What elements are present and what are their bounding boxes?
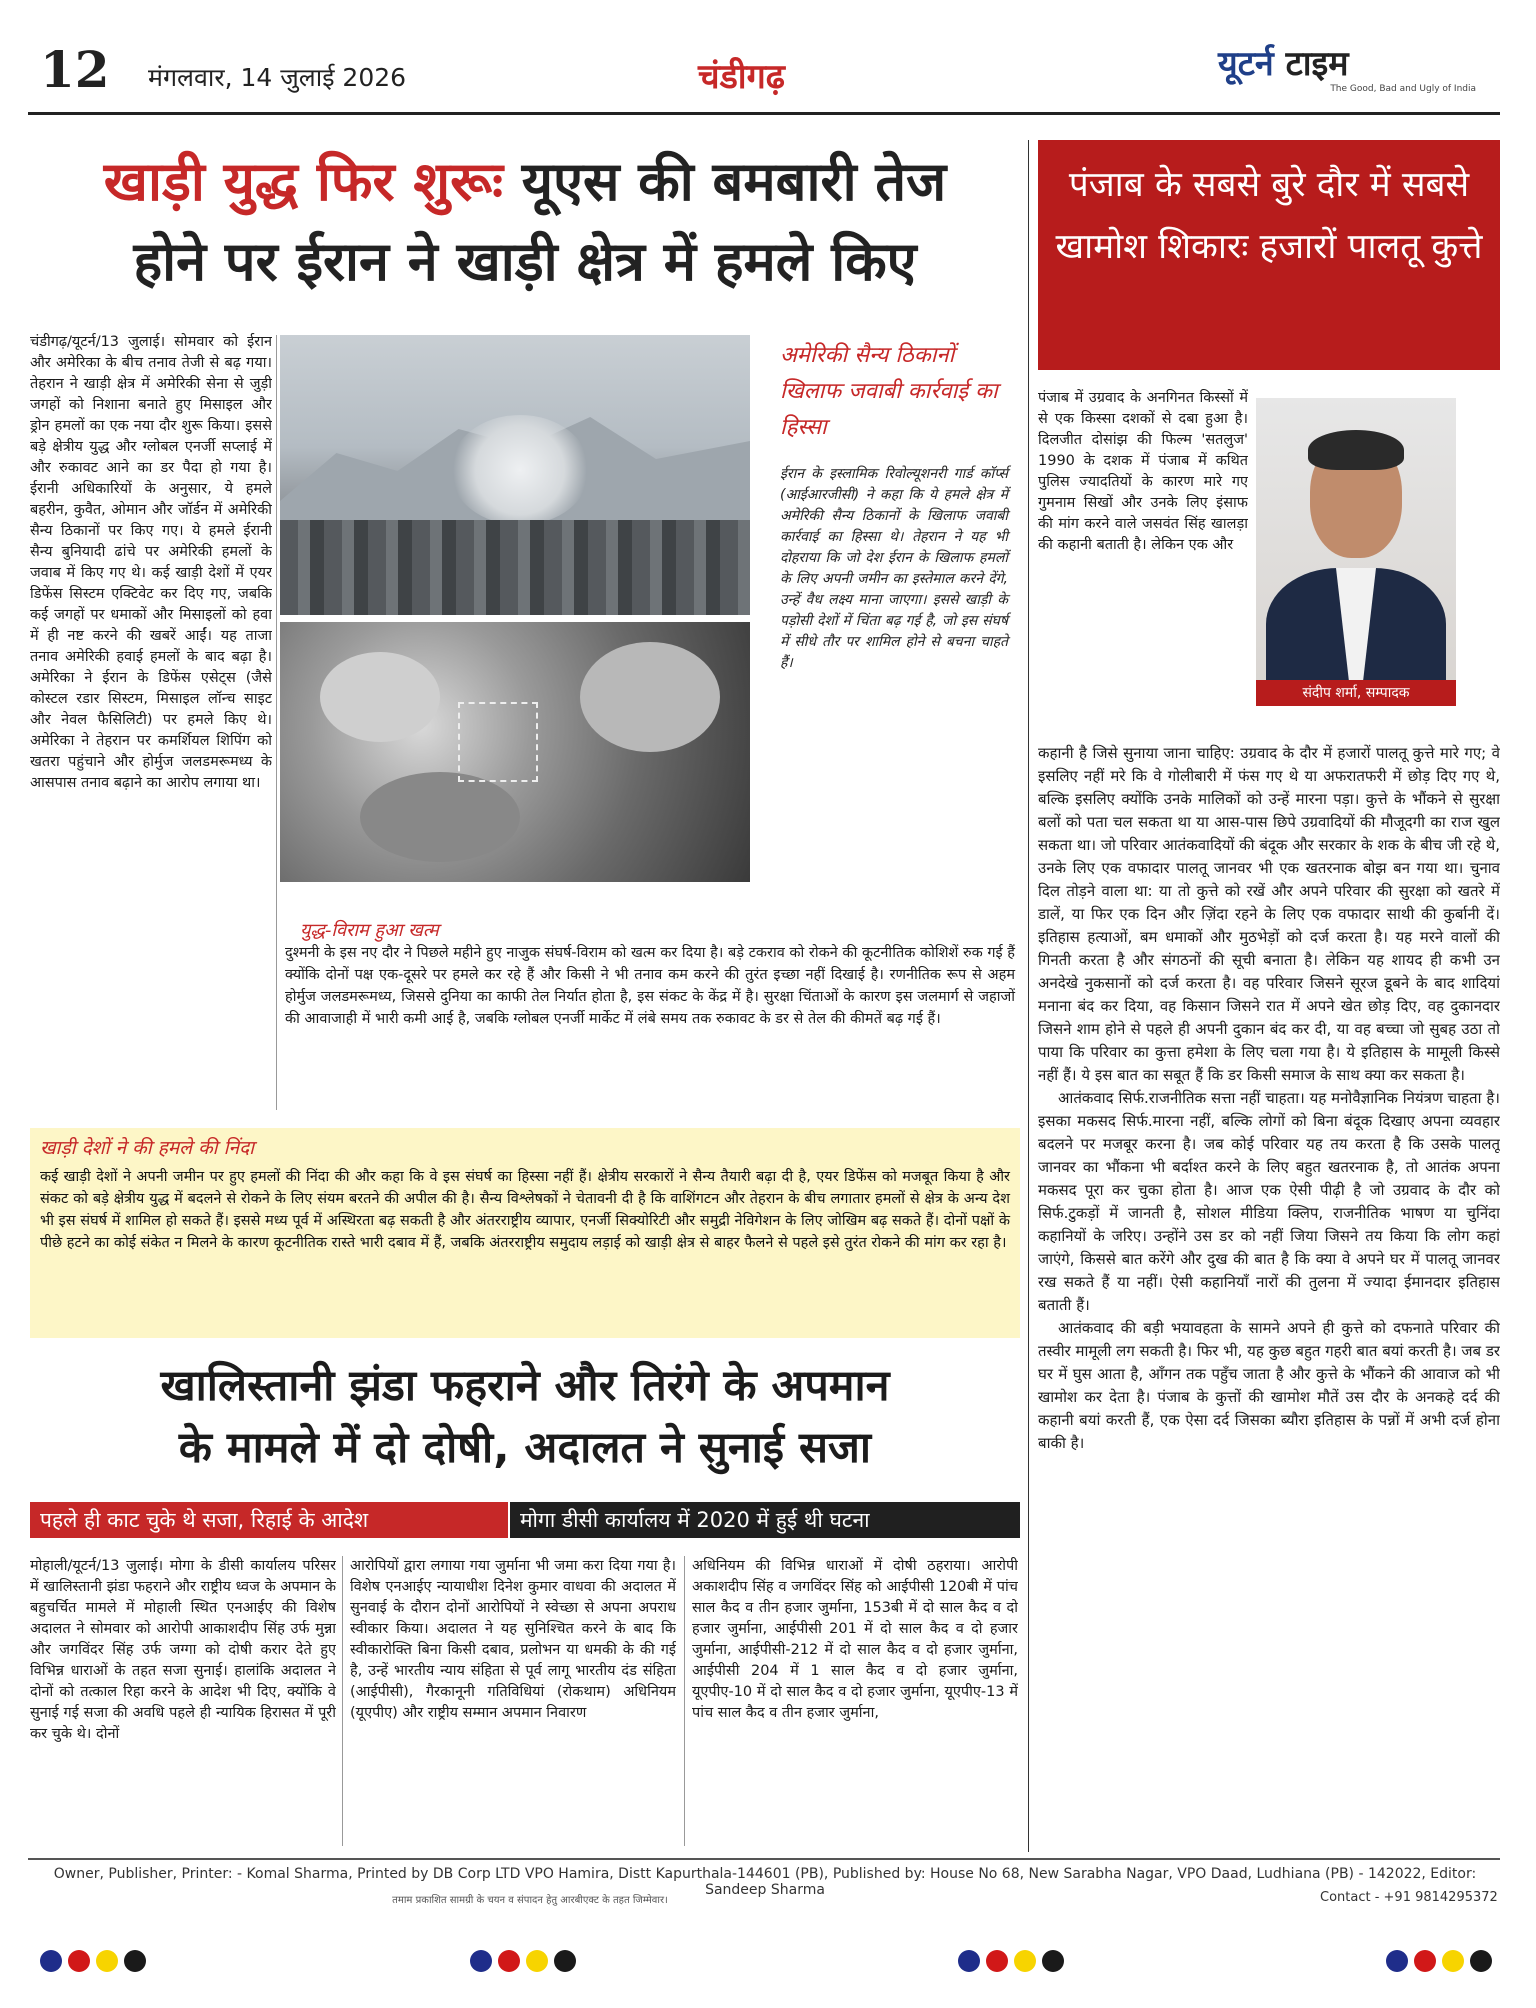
- footer-rule: [28, 1858, 1500, 1860]
- cloud-blob: [580, 642, 720, 752]
- editorial-headline-box: पंजाब के सबसे बुरे दौर में सबसे खामोश शिकारः हजारों पालतू कुत्ते: [1038, 140, 1500, 370]
- color-dot-icon: [1386, 1950, 1408, 1972]
- gulf-box-body: कई खाड़ी देशों ने अपनी जमीन पर हुए हमलों की निंदा की और कहा कि वे इस संघर्ष का हिस्सा नहीं हैं। क्षेत्रीय सरकारों ने सैन्य तैयारी बढ़ा दी है, एयर डिफेंस को मजबूत किया है और संकट को बड़े क्षेत्रीय युद्ध में बदलने से रोकने के लिए संयम बरतने की अपील की है। सैन्य विश्लेषकों ने चेतावनी दी है कि वाशिंगटन और तेहरान के बीच लगातार हमलों से क्षेत्र के अन्य देश भी इस संघर्ष में शामिल हो सकते हैं। इससे मध्य पूर्व में अस्थिरता बढ़ सकती है और अंतरराष्ट्रीय व्यापार, एनर्जी सिक्योरिटी और समुद्री नेविगेशन के लिए जोखिम बढ़ सकते हैं। दोनों पक्षों के पीछे हटने का कोई संकेत न मिलने के कारण कूटनीतिक रास्ते भारी दबाव में हैं, जबकि अंतरराष्ट्रीय समुदाय लड़ाई को खाड़ी क्षेत्र से बाहर फैलने से पहले इसे तुरंत रोकने की मांग कर रहा है।: [40, 1169, 1010, 1251]
- cloud-blob: [320, 652, 440, 742]
- lead-headline: [30, 142, 1020, 302]
- right-column-divider: [1028, 140, 1029, 1852]
- editorial-intro: पंजाब में उग्रवाद के अनगिनत किस्सों में से एक किस्सा दशकों से दबा हुआ है। दिलजीत दोसांझ की फिल्म 'सतलुज' 1990 के दशक में पंजाब में कथित पुलिस ज्यादतियों के कारण मारे गए गुमनाम सिखों और उनके लिए इंसाफ की मांग करने वाले जसवंत सिंह खालड़ा की कहानी बताती है। लेकिन एक और: [1038, 390, 1248, 553]
- color-dot-icon: [554, 1950, 576, 1972]
- gulf-condemnation-box: [30, 1128, 1020, 1338]
- editorial-paragraph: आतंकवाद सिर्फ.राजनीतिक सत्ता नहीं चाहता। यह मनोवैज्ञानिक नियंत्रण चाहता है। इसका मकसद सिर्फ.मारना नहीं, बल्कि लोगों को बिना बंदूक दिखाए अपना व्यवहार बदलने पर मजबूर करना है। जब कोई परिवार यह तय करता है कि उसके पालतू जानवर का भौंकना भी बर्दाश्त करने के लिए बहुत खतरनाक है, तो आतंक अपना मकसद पूरा कर चुका होता है। आज एक ऐसी पीढ़ी है जो उग्रवाद के दौर को सिर्फ.टुकड़ों में जानती है, सोशल मीडिया क्लिप, राजनीतिक भाषण या चुनिंदा कहानियों के जरिए। उन्होंने उस डर को नहीं जिया जिसने तय किया कि लोग कहां जाएंगे, किससे बात करेंगे और दुख की बात है कि क्या वे अपने घर में पालतू जानवर रख सकते हैं या नहीं। ऐसी कहानियाँ नारों की तुलना में ज्यादा ईमानदार इतिहास बताती हैं।: [1038, 1089, 1500, 1314]
- page-number: 12: [40, 40, 110, 99]
- second-headline: [30, 1355, 1020, 1479]
- newspaper-logo: [1218, 44, 1486, 102]
- photo-caption-body: ईरान के इस्लामिक रिवोल्यूशनरी गार्ड कॉर्प्स (आईआरजीसी) ने कहा कि ये हमले क्षेत्र में अमेरिकी सैन्य ठिकानों के खिलाफ जवाबी कार्रवाई का हिस्सा थे। तेहरान ने यह भी दोहराया कि जो देश ईरान के खिलाफ हमलों के लिए अपनी जमीन का इस्तेमाल करने देंगे, उन्हें वैध लक्ष्य माना जाएगा। इससे खाड़ी के पड़ोसी देशों में चिंता बढ़ गई है, जो इस संघर्ष में सीधे तौर पर शामिल होने से बचना चाहते हैं।: [780, 466, 1008, 671]
- column-divider: [276, 335, 277, 1110]
- color-dot-icon: [1414, 1950, 1436, 1972]
- lead-headline-highlight: खाड़ी युद्ध फिर शुरूः: [103, 150, 503, 213]
- editorial-body: [1038, 742, 1500, 1852]
- color-dot-icon: [1042, 1950, 1064, 1972]
- logo-word-2: टाइम: [1285, 44, 1349, 84]
- editor-photo: [1256, 398, 1456, 702]
- color-dot-icon: [470, 1950, 492, 1972]
- color-dot-icon: [68, 1950, 90, 1972]
- edition-city: चंडीगढ़: [698, 57, 785, 97]
- gulf-box-heading: खाड़ी देशों ने की हमले की निंदा: [40, 1137, 255, 1159]
- footer-disclaimer: तमाम प्रकाशित सामग्री के चयन व संपादन हेतु आरबीएक्ट के तहत जिम्मेवार।: [392, 1895, 668, 1906]
- smoke-plume: [450, 415, 590, 525]
- subhead-band-red: पहले ही काट चुके थे सजा, रिहाई के आदेश: [30, 1502, 508, 1538]
- color-dot-icon: [958, 1950, 980, 1972]
- color-dot-icon: [96, 1950, 118, 1972]
- registration-marks: [958, 1950, 1064, 1972]
- registration-marks: [1386, 1950, 1492, 1972]
- second-column-2: आरोपियों द्वारा लगाया गया जुर्माना भी जमा करा दिया गया है। विशेष एनआईए न्यायाधीश दिनेश कुमार वाधवा की अदालत में सुनवाई के दौरान दोनों आरोपियों ने स्वेच्छा से अपना अपराध स्वीकार किया। अदालत ने यह सुनिश्चित करने के बाद कि स्वीकारोक्ति बिना किसी दबाव, प्रलोभन या धमकी के की गई है, उन्हें भारतीय न्याय संहिता से पूर्व लागू भारतीय दंड संहिता (आईपीसी), गैरकानूनी गतिविधियां (रोकथाम) अधिनियम (यूएपीए) और राष्ट्रीय सम्मान अपमान निवारण: [350, 1558, 676, 1721]
- editor-photo-caption: संदीप शर्मा, सम्पादक: [1256, 680, 1456, 706]
- lead-column-1: चंडीगढ़/यूटर्न/13 जुलाई। सोमवार को ईरान और अमेरिका के बीच तनाव तेजी से बढ़ गया। तेहरान ने खाड़ी क्षेत्र में अमेरिकी सेना से जुड़ी जगहों को निशाना बनाते हुए मिसाइल और ड्रोन हमलों का एक नया दौर शुरू किया। इससे बड़े क्षेत्रीय युद्ध और ग्लोबल एनर्जी सप्लाई में और रुकावट आने का डर पैदा हो गया है। ईरानी अधिकारियों के अनुसार, ये हमले बहरीन, कुवैत, ओमान और जॉर्डन में अमेरिकी सैन्य ठिकानों पर किए गए। ये हमले ईरानी सैन्य बुनियादी ढांचे पर अमेरिकी हमलों के जवाब में किए गए थे। कई खाड़ी देशों में एयर डिफेंस सिस्टम एक्टिवेट कर दिए गए, जबकि कई जगहों पर धमाकों और मिसाइलों को हवा में ही नष्ट करने की खबरें आईं। यह ताजा तनाव अमेरिकी हवाई हमलों के बाद बढ़ा है। अमेरिका ने ईरान के डिफेंस एसेट्स (जैसे कोस्टल रडार सिस्टम, मिसाइल लॉन्च साइट और नेवल फैसिलिटी) पर हमले किए थे। अमेरिका ने तेहरान पर कमर्शियल शिपिंग को खतरा पहुंचाने और होर्मुज जलडमरूमध्य के आसपास तनाव बढ़ाने का आरोप लगाया था।: [30, 334, 272, 791]
- registration-marks: [40, 1950, 146, 1972]
- logo-tagline: The Good, Bad and Ugly of India: [1330, 84, 1476, 94]
- footer-imprint: Owner, Publisher, Printer: - Komal Sharma, Printed by DB Corp LTD VPO Hamira, Distt Kapurthala-144601 (PB), Published by: House No 68, New Sarabha Nagar, VPO Daad, Ludhiana (PB) - 142022, Editor: Sandeep Sharma: [53, 1866, 1477, 1898]
- editorial-paragraph: कहानी है जिसे सुनाया जाना चाहिए: उग्रवाद के दौर में हजारों पालतू कुत्ते मारे गए; वे इसलिए नहीं मरे कि वे गोलीबारी में फंस गए थे या अफरातफरी में छोड़ दिए गए थे, बल्कि इसलिए क्योंकि उनके मालिकों को उन्हें मारना पड़ा। कुत्ते के भौंकने से सुरक्षा बलों को पता चल सकता था या आस-पास छिपे उग्रवादियों की मौजूदगी का राज खुल सकता था। जो परिवार आतंकवादियों की बंदूक और सरकार के शक के बीच जी रहे थे, उनके लिए एक वफादार पालतू जानवर भी एक खतरनाक बोझ बन गया था। चुनाव दिल तोड़ने वाला था: या तो कुत्ते को रखें और अपने परिवार की सुरक्षा को खतरे में डालें, या फिर एक दिन और ज़िंदा रहने के लिए एक वफादार साथी की कुर्बानी दें। इतिहास हत्याओं, बम धमाकों और मुठभेड़ों को दर्ज करता है। यह मरने वालों की गिनती करता है और संगठनों की सूची बनाता है। लेकिन यह शायद ही कभी उन अनदेखे नुकसानों को दर्ज करता है। वह परिवार जिसने सूरज डूबने के बाद शादियां मनाना बंद कर दिया, वह किसान जिसने रात में अपने खेत छोड़ दिए, वह दुकानदार जिसने शाम होने से पहले ही अपनी दुकान बंद कर दी, या वह बच्चा जो सुबह उठा तो पाया कि परिवार का कुत्ता हमेशा के लिए चला गया है। ये इतिहास के मामूली किस्से नहीं हैं। ये इस बात का सबूत हैं कि डर किसी समाज के साथ क्या कर सकता है।: [1038, 744, 1500, 1084]
- column-divider: [684, 1556, 685, 1846]
- lead-photo-skyline: [280, 335, 750, 615]
- color-dot-icon: [498, 1950, 520, 1972]
- color-dot-icon: [1470, 1950, 1492, 1972]
- city-buildings: [280, 520, 750, 615]
- registration-marks: [470, 1950, 576, 1972]
- footer-contact: Contact - +91 9814295372: [1320, 1890, 1498, 1905]
- color-dot-icon: [1014, 1950, 1036, 1972]
- hair-shape: [1308, 430, 1404, 470]
- lead-headline-line2: होने पर ईरान ने खाड़ी क्षेत्र में हमले किए: [133, 230, 917, 293]
- photo-caption-title: अमेरिकी सैन्य ठिकानों खिलाफ जवाबी कार्रवाई का हिस्सा: [780, 343, 998, 440]
- ceasefire-body: दुश्मनी के इस नए दौर ने पिछले महीने हुए नाजुक संघर्ष-विराम को खत्म कर दिया है। बड़े टकराव को रोकने की कूटनीतिक कोशिशें रुक गई हैं क्योंकि दोनों पक्ष एक-दूसरे पर हमले कर रहे हैं और किसी ने भी तनाव कम करने की तुरंत इच्छा नहीं दिखाई है। रणनीतिक रूप से अहम होर्मुज जलडमरूमध्य, जिससे दुनिया का काफी तेल निर्यात होता है, इस संकट के केंद्र में है। सुरक्षा चिंताओं के कारण इस जलमार्ग से जहाजों की आवाजाही में भारी कमी आई है, जबकि ग्लोबल एनर्जी मार्केट में लंबे समय तक रुकावट के डर से तेल की कीमतें बढ़ गई हैं।: [285, 945, 1015, 1027]
- color-dot-icon: [986, 1950, 1008, 1972]
- cloud-blob: [360, 772, 520, 862]
- editorial-paragraph: आतंकवाद की बड़ी भयावहता के सामने अपने ही कुत्ते को दफनाते परिवार की तस्वीर मामूली लग सकती है। फिर भी, यह कुछ बहुत गहरी बात बयां करती है। जब डर घर में घुस आता है, आँगन तक पहुँच जाता है और कुत्ते के भौंकने की आवाज को भी खामोश कर देता है। पंजाब के कुत्तों की खामोश मौतें उस दौर के अनकहे दर्द की कहानी बयां करती हैं, एक ऐसा दर्द जिसका ब्यौरा इतिहास के पन्नों में अभी दर्ज होना बाकी है।: [1038, 1319, 1500, 1452]
- second-column-3: अधिनियम की विभिन्न धाराओं में दोषी ठहराया। आरोपी अकाशदीप सिंह व जगविंदर सिंह को आईपीसी 120बी में पांच साल कैद व तीन हजार जुर्माना, 153बी में दो साल कैद व दो हजार जुर्माना, आईपीसी 201 में दो साल कैद व दो हजार जुर्माना, आईपीसी-212 में दो साल कैद व दो हजार जुर्माना, आईपीसी 204 में 1 साल कैद व दो हजार जुर्माना, यूएपीए-10 में दो साल कैद व दो हजार जुर्माना, यूएपीए-13 में पांच साल कैद व तीन हजार जुर्माना,: [692, 1558, 1018, 1721]
- column-divider: [342, 1556, 343, 1846]
- subhead-band-black: मोगा डीसी कार्यालय में 2020 में हुई थी घटना: [510, 1502, 1020, 1538]
- second-column-1: मोहाली/यूटर्न/13 जुलाई। मोगा के डीसी कार्यालय परिसर में खालिस्तानी झंडा फहराने और राष्ट्रीय ध्वज के अपमान के बहुचर्चित मामले में मोहाली स्थित एनआईए की विशेष अदालत ने सोमवार को आरोपी आकाशदीप सिंह उर्फ मुन्ना और जगविंदर सिंह उर्फ जग्गा को दोषी करार देते हुए विभिन्न धाराओं के तहत सजा सुनाई। हालांकि अदालत ने दोनों को तत्काल रिहा करने के आदेश भी दिए, क्योंकि वे सुनाई गई सजा की अवधि पहले ही न्यायिक हिरासत में पूरी कर चुके थे। दोनों: [30, 1558, 336, 1742]
- second-headline-line1: खालिस्तानी झंडा फहराने और तिरंगे के अपमान: [160, 1361, 890, 1411]
- lead-headline-rest: यूएस की बमबारी तेज: [521, 150, 947, 213]
- logo-word-1: यूटर्न: [1218, 44, 1274, 84]
- lead-photo-strike: [280, 622, 750, 882]
- ceasefire-subheading: युद्ध-विराम हुआ खत्म: [300, 920, 439, 941]
- second-headline-line2: के मामले में दो दोषी, अदालत ने सुनाई सजा: [178, 1423, 872, 1473]
- header-rule: [28, 112, 1500, 115]
- issue-date: मंगलवार, 14 जुलाई 2026: [148, 63, 407, 92]
- targeting-reticle-icon: [458, 702, 538, 782]
- color-dot-icon: [40, 1950, 62, 1972]
- color-dot-icon: [526, 1950, 548, 1972]
- color-dot-icon: [124, 1950, 146, 1972]
- color-dot-icon: [1442, 1950, 1464, 1972]
